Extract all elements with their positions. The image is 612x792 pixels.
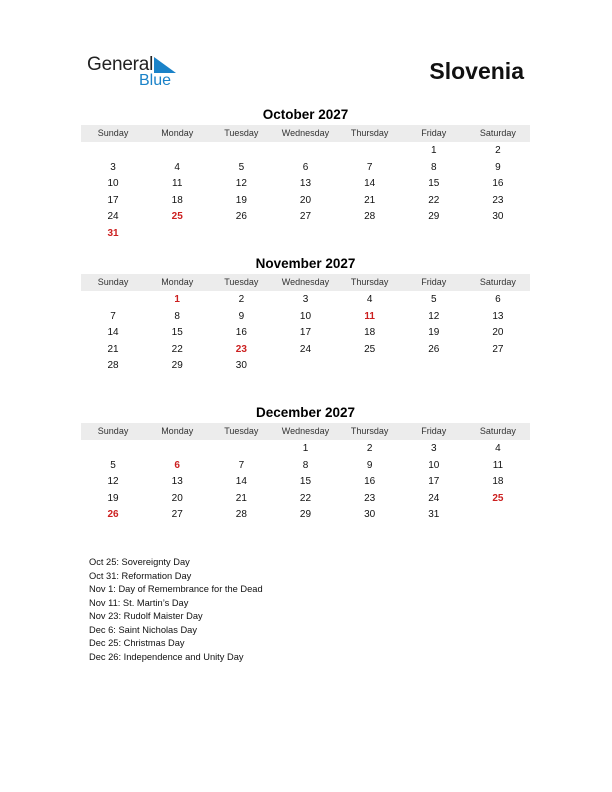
day-cell: 19 bbox=[428, 327, 440, 338]
day-cell: 3 bbox=[302, 294, 309, 305]
empty-day-cell bbox=[81, 292, 145, 309]
day-cell: 13 bbox=[299, 178, 312, 189]
day-cell: 6 bbox=[495, 294, 501, 305]
week-row bbox=[81, 292, 530, 309]
day-cell: 29 bbox=[299, 509, 312, 520]
empty-day-cell bbox=[209, 143, 273, 160]
week-row bbox=[81, 507, 530, 524]
month-title: November 2027 bbox=[255, 256, 356, 271]
day-cell: 1 bbox=[430, 145, 437, 156]
empty-day-cell bbox=[338, 143, 402, 160]
month-november bbox=[81, 255, 530, 375]
day-cell: 17 bbox=[107, 194, 119, 206]
day-cell: 15 bbox=[428, 178, 440, 189]
day-cell: 27 bbox=[299, 211, 312, 222]
day-cell: 3 bbox=[430, 443, 437, 454]
day-cell: 28 bbox=[107, 360, 119, 371]
weekday-label: Monday bbox=[161, 128, 194, 138]
day-cell: 23 bbox=[364, 492, 376, 504]
day-cell: 10 bbox=[428, 459, 440, 471]
holiday-entry: Dec 26: Independence and Unity Day bbox=[89, 651, 244, 662]
generalblue-logo bbox=[87, 54, 197, 94]
day-cell: 9 bbox=[238, 310, 245, 322]
day-cell: 8 bbox=[174, 310, 180, 322]
holiday-entry: Nov 11: St. Martin’s Day bbox=[89, 597, 189, 608]
week-row bbox=[81, 491, 530, 508]
day-cell: 16 bbox=[235, 327, 247, 338]
logo-triangle-icon bbox=[154, 57, 176, 73]
empty-day-cell bbox=[145, 441, 209, 458]
day-cell: 31 bbox=[428, 509, 440, 520]
weekday-label: Thursday bbox=[350, 128, 389, 138]
day-cell: 23 bbox=[492, 194, 504, 206]
holiday-day-cell: 31 bbox=[107, 227, 119, 239]
day-cell: 20 bbox=[171, 492, 183, 504]
weekday-label: Wednesday bbox=[281, 426, 330, 436]
month-grid bbox=[81, 440, 530, 524]
week-row bbox=[81, 441, 530, 458]
empty-day-cell bbox=[466, 507, 530, 524]
weekday-label: Tuesday bbox=[224, 128, 259, 138]
day-cell: 21 bbox=[107, 343, 119, 355]
weekday-label: Wednesday bbox=[281, 277, 330, 287]
day-cell: 26 bbox=[428, 343, 440, 355]
empty-day-cell bbox=[145, 143, 209, 160]
day-cell: 1 bbox=[302, 443, 309, 454]
day-cell: 12 bbox=[235, 178, 247, 189]
day-cell: 18 bbox=[171, 194, 183, 206]
day-cell: 28 bbox=[235, 509, 247, 520]
day-cell: 5 bbox=[430, 294, 437, 305]
day-cell: 4 bbox=[366, 294, 373, 305]
day-cell: 9 bbox=[495, 161, 501, 173]
day-cell: 24 bbox=[428, 492, 440, 504]
day-cell: 19 bbox=[107, 492, 119, 504]
day-cell: 7 bbox=[366, 161, 373, 173]
weekday-label: Tuesday bbox=[224, 426, 259, 436]
day-cell: 21 bbox=[364, 194, 376, 206]
day-cell: 14 bbox=[364, 178, 376, 189]
day-cell: 21 bbox=[235, 492, 247, 504]
weekday-header bbox=[81, 125, 530, 142]
day-cell: 16 bbox=[364, 476, 376, 487]
holiday-list bbox=[89, 556, 509, 664]
day-cell: 16 bbox=[492, 178, 504, 189]
weekday-label: Friday bbox=[421, 426, 447, 436]
holiday-entry: Dec 25: Christmas Day bbox=[89, 638, 185, 648]
day-cell: 29 bbox=[428, 211, 440, 222]
month-title: October 2027 bbox=[262, 107, 349, 122]
day-cell: 27 bbox=[171, 509, 183, 520]
week-row bbox=[81, 143, 530, 160]
week-row bbox=[81, 342, 530, 359]
week-row bbox=[81, 325, 530, 342]
day-cell: 2 bbox=[238, 294, 245, 305]
day-cell: 13 bbox=[492, 310, 504, 322]
day-cell: 15 bbox=[171, 327, 183, 338]
empty-day-cell bbox=[273, 358, 337, 375]
day-cell: 26 bbox=[235, 211, 247, 222]
day-cell: 30 bbox=[235, 360, 247, 371]
holiday-entry: Oct 31: Reformation Day bbox=[89, 570, 192, 581]
empty-day-cell bbox=[209, 441, 273, 458]
logo-word-general: General bbox=[87, 54, 154, 75]
day-cell: 22 bbox=[299, 492, 312, 504]
day-cell: 9 bbox=[366, 459, 373, 471]
day-cell: 7 bbox=[110, 310, 116, 322]
day-cell: 25 bbox=[364, 343, 376, 355]
day-cell: 10 bbox=[299, 310, 312, 322]
weekday-label: Monday bbox=[161, 277, 194, 287]
empty-day-cell bbox=[273, 143, 337, 160]
weekday-label: Thursday bbox=[350, 277, 389, 287]
holiday-day-cell: 25 bbox=[492, 492, 504, 504]
day-cell: 4 bbox=[174, 161, 180, 173]
day-cell: 5 bbox=[110, 459, 116, 471]
empty-day-cell bbox=[466, 358, 530, 375]
holiday-day-cell: 11 bbox=[364, 310, 375, 322]
holiday-day-cell: 1 bbox=[174, 294, 180, 305]
weekday-label: Saturday bbox=[479, 426, 516, 436]
day-cell: 11 bbox=[172, 178, 183, 189]
day-cell: 3 bbox=[110, 161, 116, 173]
day-cell: 18 bbox=[364, 327, 376, 338]
day-cell: 27 bbox=[492, 343, 504, 355]
day-cell: 8 bbox=[430, 161, 437, 173]
day-cell: 17 bbox=[428, 476, 440, 487]
month-title: December 2027 bbox=[255, 405, 356, 420]
day-cell: 2 bbox=[366, 443, 373, 454]
day-cell: 19 bbox=[235, 194, 247, 206]
day-cell: 10 bbox=[107, 178, 119, 189]
week-row bbox=[81, 209, 530, 226]
day-cell: 13 bbox=[171, 476, 183, 487]
day-cell: 14 bbox=[107, 327, 119, 338]
week-row bbox=[81, 474, 530, 491]
holiday-day-cell: 25 bbox=[171, 211, 183, 222]
week-row bbox=[81, 160, 530, 177]
weekday-header bbox=[81, 274, 530, 291]
weekday-label: Sunday bbox=[97, 426, 129, 436]
day-cell: 30 bbox=[492, 211, 504, 222]
day-cell: 24 bbox=[107, 211, 119, 222]
holiday-day-cell: 23 bbox=[235, 343, 247, 355]
day-cell: 15 bbox=[299, 476, 312, 487]
day-cell: 20 bbox=[492, 327, 504, 338]
logo-word-blue: Blue bbox=[139, 72, 172, 89]
day-cell: 8 bbox=[302, 459, 309, 471]
day-cell: 5 bbox=[238, 161, 245, 173]
weekday-label: Friday bbox=[421, 277, 447, 287]
month-grid bbox=[81, 142, 530, 242]
day-cell: 30 bbox=[364, 509, 376, 520]
empty-day-cell bbox=[338, 358, 402, 375]
weekday-label: Monday bbox=[161, 426, 194, 436]
day-cell: 28 bbox=[364, 211, 376, 222]
day-cell: 11 bbox=[492, 459, 504, 471]
week-row bbox=[81, 358, 530, 375]
holiday-entry: Oct 25: Sovereignty Day bbox=[89, 557, 190, 567]
empty-day-cell bbox=[81, 441, 145, 458]
holiday-entry: Nov 1: Day of Remembrance for the Dead bbox=[89, 584, 263, 594]
day-cell: 20 bbox=[299, 194, 312, 206]
weekday-label: Friday bbox=[421, 128, 447, 138]
empty-day-cell bbox=[402, 226, 466, 243]
weekday-label: Sunday bbox=[97, 128, 129, 138]
weekday-label: Saturday bbox=[479, 128, 516, 138]
day-cell: 12 bbox=[107, 476, 119, 487]
day-cell: 4 bbox=[495, 443, 501, 454]
day-cell: 14 bbox=[235, 476, 247, 487]
empty-day-cell bbox=[81, 143, 145, 160]
weekday-label: Wednesday bbox=[281, 128, 330, 138]
day-cell: 2 bbox=[495, 145, 501, 156]
empty-day-cell bbox=[273, 226, 337, 243]
weekday-header bbox=[81, 423, 530, 440]
day-cell: 12 bbox=[428, 310, 440, 322]
week-row bbox=[81, 226, 530, 243]
country-title: Slovenia bbox=[429, 58, 524, 84]
weekday-label: Thursday bbox=[350, 426, 389, 436]
weekday-label: Tuesday bbox=[224, 277, 259, 287]
week-row bbox=[81, 458, 530, 475]
empty-day-cell bbox=[209, 226, 273, 243]
empty-day-cell bbox=[338, 226, 402, 243]
holiday-entry: Dec 6: Saint Nicholas Day bbox=[89, 624, 197, 635]
week-row bbox=[81, 176, 530, 193]
month-grid bbox=[81, 291, 530, 375]
empty-day-cell bbox=[145, 226, 209, 243]
holiday-entry: Nov 23: Rudolf Maister Day bbox=[89, 611, 203, 621]
day-cell: 7 bbox=[238, 459, 245, 471]
day-cell: 29 bbox=[171, 360, 183, 371]
day-cell: 6 bbox=[302, 161, 309, 173]
day-cell: 22 bbox=[428, 194, 440, 206]
weekday-label: Saturday bbox=[479, 277, 516, 287]
empty-day-cell bbox=[402, 358, 466, 375]
day-cell: 22 bbox=[171, 343, 183, 355]
day-cell: 18 bbox=[492, 476, 504, 487]
holiday-day-cell: 26 bbox=[107, 509, 119, 520]
month-october bbox=[81, 106, 530, 242]
month-december bbox=[81, 404, 530, 524]
day-cell: 24 bbox=[299, 343, 312, 355]
empty-day-cell bbox=[466, 226, 530, 243]
week-row bbox=[81, 309, 530, 326]
week-row bbox=[81, 193, 530, 210]
weekday-label: Sunday bbox=[97, 277, 129, 287]
day-cell: 17 bbox=[299, 327, 312, 338]
holiday-day-cell: 6 bbox=[174, 459, 180, 471]
